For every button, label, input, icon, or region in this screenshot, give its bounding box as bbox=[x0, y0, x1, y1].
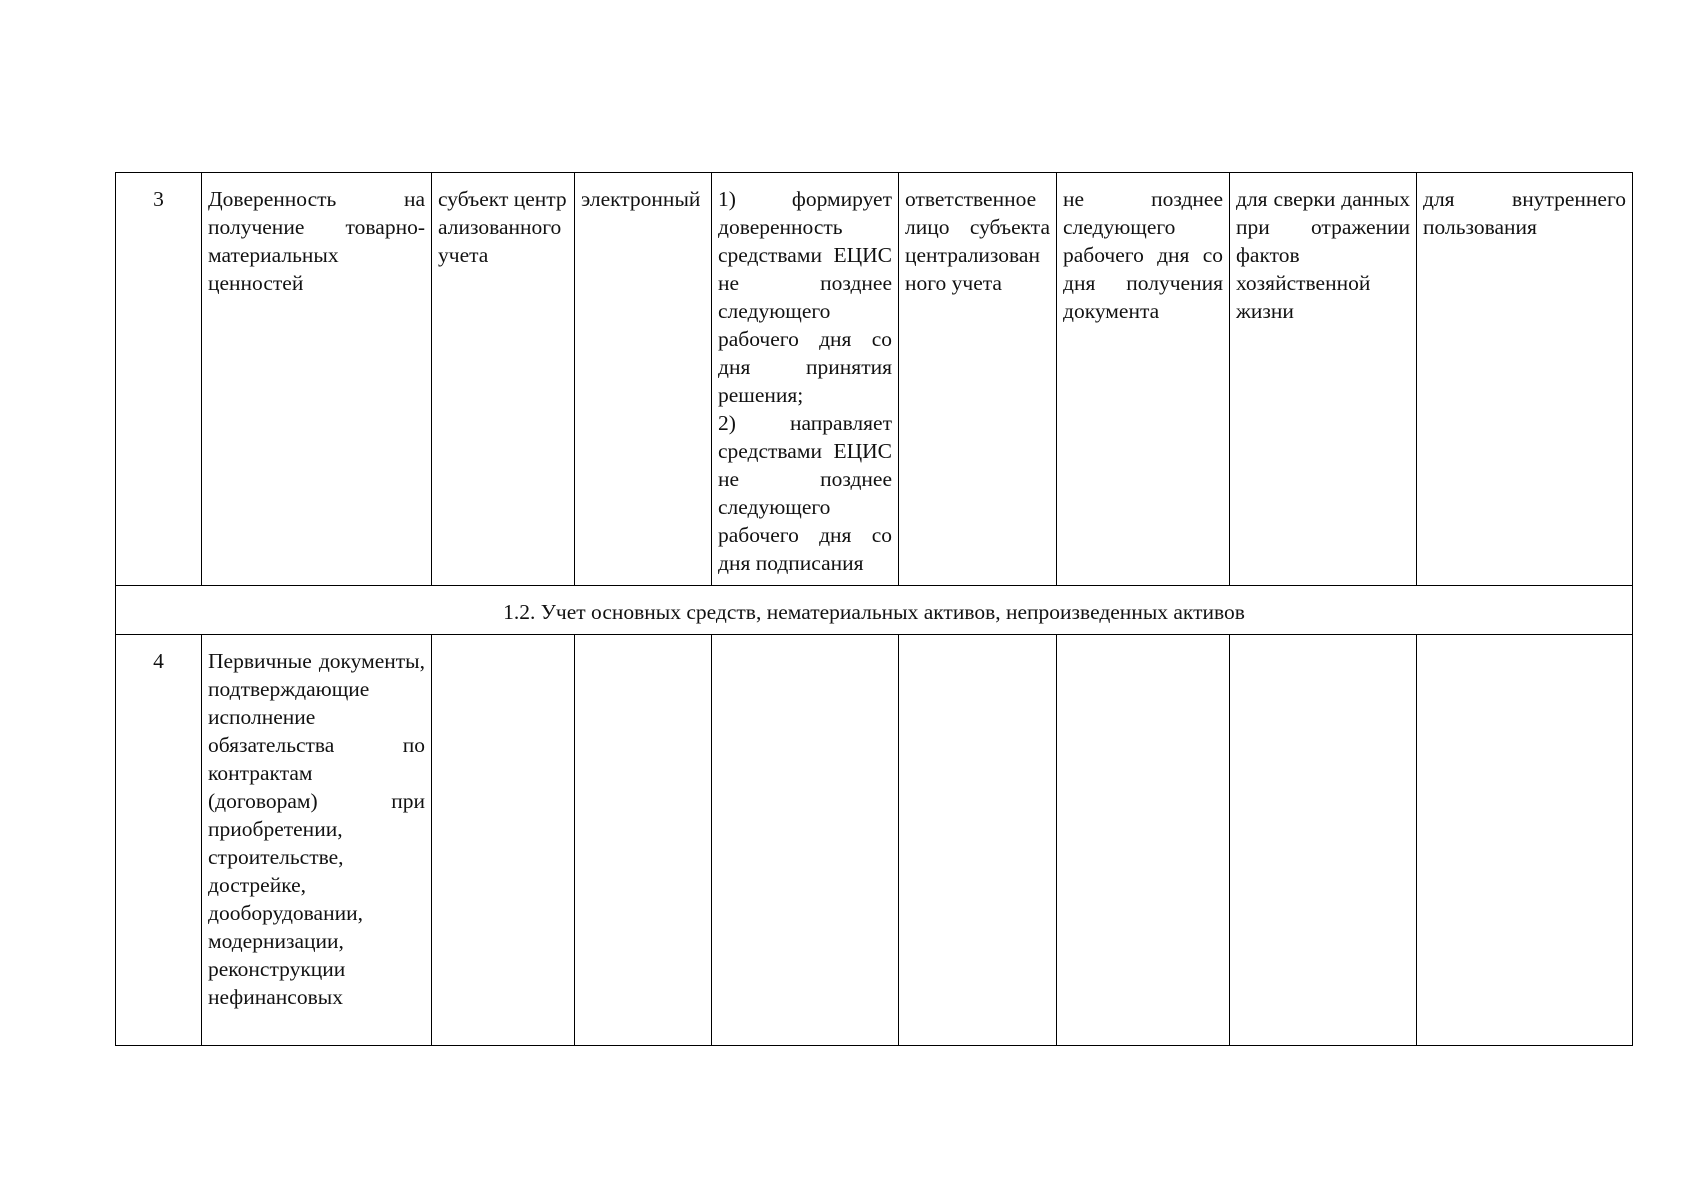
actions-cell bbox=[712, 635, 899, 1046]
purpose-cell bbox=[1230, 635, 1417, 1046]
row-number-cell: 4 bbox=[116, 635, 202, 1046]
section-title: 1.2. Учет основных средств, нематериальных активов, непроизведенных активов bbox=[116, 586, 1633, 635]
usage-cell: для внутреннего пользования bbox=[1417, 173, 1633, 586]
section-row bbox=[116, 586, 1633, 635]
form-cell: электронный bbox=[575, 173, 712, 586]
document-table bbox=[115, 172, 1633, 1046]
row-number-cell: 3 bbox=[116, 173, 202, 586]
table-row bbox=[116, 635, 1633, 1046]
actions-cell bbox=[712, 173, 899, 586]
responsible-entity-cell bbox=[432, 635, 575, 1046]
table-row bbox=[116, 173, 1633, 586]
action-item: 1) формирует доверенность средствами ЕЦИС не позднее следующего рабочего дня со дня принятия решения; bbox=[718, 187, 892, 407]
document-name-cell: Доверенность на получение товарно-материальных ценностей bbox=[202, 173, 432, 586]
responsible-entity-cell: субъект централизованного учета bbox=[432, 173, 575, 586]
action-item: 2) направляет средствами ЕЦИС не позднее следующего рабочего дня со дня подписания bbox=[718, 411, 892, 575]
form-cell bbox=[575, 635, 712, 1046]
usage-cell bbox=[1417, 635, 1633, 1046]
document-name-cell: Первичные документы, подтверждающие исполнение обязательства по контрактам (договорам) при приобретении, строительстве, дострейке, дооборудовании, модернизации, реконструкции нефинансовых bbox=[202, 635, 432, 1046]
deadline-cell bbox=[1057, 635, 1230, 1046]
deadline-cell: не позднее следующего рабочего дня со дня получения документа bbox=[1057, 173, 1230, 586]
purpose-cell: для сверки данных при отражении фактов хозяйственной жизни bbox=[1230, 173, 1417, 586]
recipient-cell: ответственное лицо субъекта централизованного учета bbox=[899, 173, 1057, 586]
recipient-cell bbox=[899, 635, 1057, 1046]
